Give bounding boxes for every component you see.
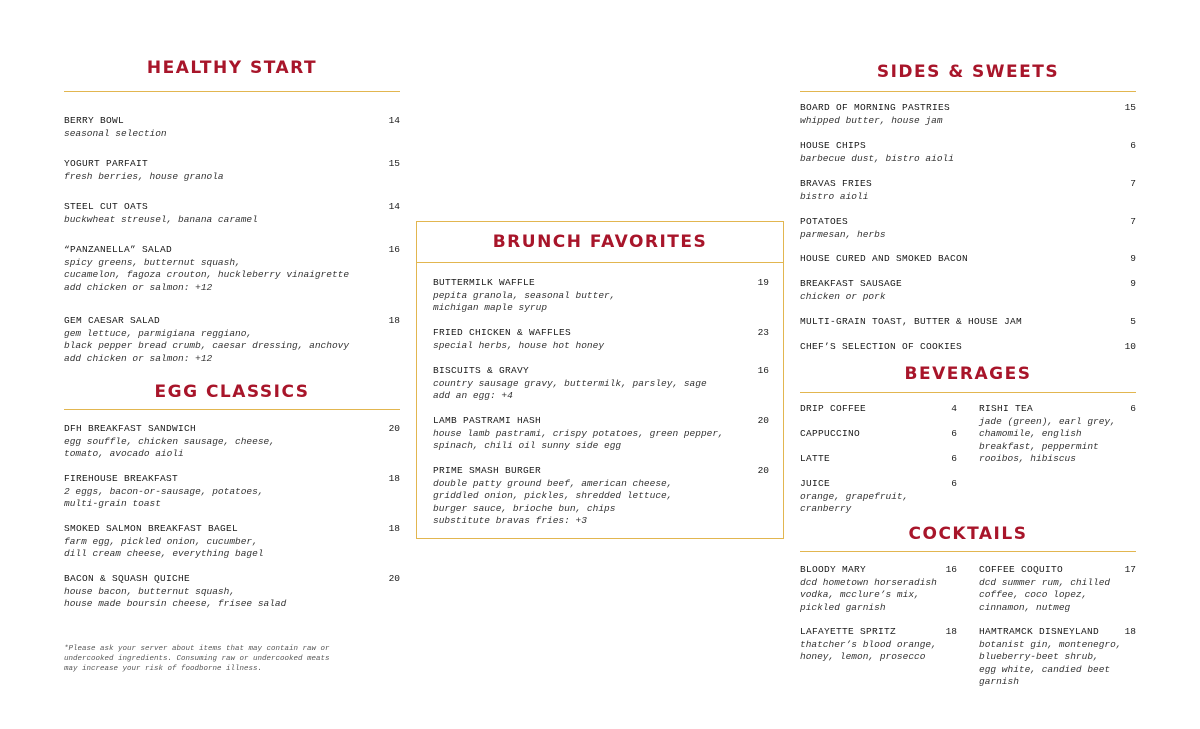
menu-item-price: 7 [1130, 216, 1136, 227]
menu-item-name: BRAVAS FRIES [800, 178, 873, 189]
menu-item-name: JUICE [800, 478, 831, 489]
menu-item [800, 140, 1136, 165]
menu-item [800, 428, 957, 441]
egg-classics-rule [64, 409, 400, 410]
menu-item-price: 9 [1130, 278, 1136, 289]
cocktails-section [800, 524, 1136, 694]
menu-item-price: 15 [388, 158, 400, 169]
menu-item [800, 564, 957, 614]
menu-item [979, 564, 1136, 614]
egg-classics-heading: EGG CLASSICS [154, 382, 310, 402]
cocktails-left-column [800, 524, 957, 694]
menu-item-description: country sausage gravy, buttermilk, parsley, sage add an egg: +4 [433, 377, 707, 401]
menu-item-description: barbecue dust, bistro aioli [800, 152, 954, 164]
menu-item-price: 7 [1130, 178, 1136, 189]
menu-item-description: botanist gin, montenegro, blueberry-beet shrub, egg white, candied beet garnish [979, 638, 1122, 687]
beverages-left-column [800, 364, 957, 520]
menu-item-name: FRIED CHICKEN & WAFFLES [433, 327, 572, 338]
menu-item [433, 415, 769, 453]
menu-item-price: 17 [1124, 564, 1136, 575]
menu-item-description: orange, grapefruit, cranberry [800, 490, 909, 514]
menu-item-price: 16 [757, 365, 769, 376]
menu-item-name: HAMTRAMCK DISNEYLAND [979, 626, 1100, 637]
cocktails-right-column [979, 524, 1136, 694]
menu-item-name: CHEF’S SELECTION OF COOKIES [800, 341, 963, 352]
menu-item-name: HOUSE CHIPS [800, 140, 867, 151]
menu-item-description: farm egg, pickled onion, cucumber, dill cream cheese, everything bagel [64, 535, 264, 559]
menu-item-price: 10 [1124, 341, 1136, 352]
sides-sweets-section [800, 62, 1136, 358]
menu-item-price: 9 [1130, 253, 1136, 264]
sides-sweets-rule [800, 91, 1136, 92]
menu-item [64, 158, 400, 183]
brunch-favorites-items [433, 222, 769, 538]
menu-item-name: BLOODY MARY [800, 564, 867, 575]
menu-item-price: 20 [757, 465, 769, 476]
menu-item [800, 178, 1136, 203]
menu-item [64, 244, 400, 294]
menu-item-name: PRIME SMASH BURGER [433, 465, 542, 476]
menu-item-name: BREAKFAST SAUSAGE [800, 278, 903, 289]
menu-item-name: BERRY BOWL [64, 115, 125, 126]
menu-item [800, 403, 957, 416]
menu-item-name: GEM CAESAR SALAD [64, 315, 161, 326]
menu-item-description: thatcher’s blood orange, honey, lemon, prosecco [800, 638, 937, 662]
menu-item [800, 478, 957, 516]
brunch-favorites-heading: BRUNCH FAVORITES [492, 232, 708, 252]
menu-item-price: 15 [1124, 102, 1136, 113]
menu-item-name: LATTE [800, 453, 831, 464]
menu-item [979, 626, 1136, 689]
menu-item-name: SMOKED SALMON BREAKFAST BAGEL [64, 523, 239, 534]
brunch-favorites-box [416, 221, 784, 539]
menu-item-name: BOARD OF MORNING PASTRIES [800, 102, 951, 113]
menu-item-price: 16 [388, 244, 400, 255]
menu-item-price: 14 [388, 201, 400, 212]
menu-item-name: HOUSE CURED AND SMOKED BACON [800, 253, 969, 264]
menu-item-description: double patty ground beef, american cheese, griddled onion, pickles, shredded lettuce, burger sauce, brioche bun, chips substitute bravas fries: +3 [433, 477, 673, 526]
menu-item-price: 18 [388, 523, 400, 534]
beverages-section [800, 364, 1136, 520]
menu-item [979, 403, 1136, 466]
beverages-heading: BEVERAGES [904, 364, 1032, 384]
menu-item-name: DFH BREAKFAST SANDWICH [64, 423, 197, 434]
menu-item-description: pepita granola, seasonal butter, michigan maple syrup [433, 289, 616, 313]
menu-item-name: LAMB PASTRAMI HASH [433, 415, 542, 426]
menu-item-description: house bacon, butternut squash, house made boursin cheese, frisee salad [64, 585, 287, 609]
menu-item-name: STEEL CUT OATS [64, 201, 149, 212]
menu-item-description: buckwheat streusel, banana caramel [64, 213, 258, 225]
menu-item-description: 2 eggs, bacon-or-sausage, potatoes, multi-grain toast [64, 485, 264, 509]
menu-item [433, 327, 769, 352]
menu-item-name: BACON & SQUASH QUICHE [64, 573, 191, 584]
menu-item-name: POTATOES [800, 216, 849, 227]
menu-item-description: special herbs, house hot honey [433, 339, 605, 351]
menu-item-price: 5 [1130, 316, 1136, 327]
menu-item-description: whipped butter, house jam [800, 114, 943, 126]
menu-item-description: egg souffle, chicken sausage, cheese, tomato, avocado aioli [64, 435, 275, 459]
menu-item-description: dcd summer rum, chilled coffee, coco lopez, cinnamon, nutmeg [979, 576, 1111, 613]
beverages-right-column [979, 364, 1136, 520]
menu-item [64, 201, 400, 226]
menu-item-price: 20 [388, 573, 400, 584]
menu-item-price: 6 [1130, 140, 1136, 151]
cocktails-heading: COCKTAILS [908, 524, 1028, 544]
menu-item-name: MULTI-GRAIN TOAST, BUTTER & HOUSE JAM [800, 316, 1023, 327]
healthy-start-rule [64, 91, 400, 92]
menu-item-price: 6 [951, 428, 957, 439]
menu-item-description: parmesan, herbs [800, 228, 886, 240]
menu-item-name: DRIP COFFEE [800, 403, 867, 414]
menu-item-description: seasonal selection [64, 127, 167, 139]
disclaimer-note: *Please ask your server about items that may contain raw or undercooked ingredients. Consuming raw or undercooked meats may increase your risk of foodborne illness. [64, 645, 330, 673]
menu-item [433, 365, 769, 403]
menu-item-name: LAFAYETTE SPRITZ [800, 626, 897, 637]
menu-item [800, 278, 1136, 303]
menu-item-description: gem lettuce, parmigiana reggiano, black pepper bread crumb, caesar dressing, anchovy add chicken or salmon: +12 [64, 327, 350, 364]
menu-item-price: 14 [388, 115, 400, 126]
menu-item-price: 23 [757, 327, 769, 338]
menu-item-price: 20 [388, 423, 400, 434]
menu-item-name: FIREHOUSE BREAKFAST [64, 473, 179, 484]
menu-item [64, 523, 400, 561]
menu-item-price: 18 [1124, 626, 1136, 637]
menu-item-description: fresh berries, house granola [64, 170, 224, 182]
menu-item [64, 423, 400, 461]
menu-item-description: bistro aioli [800, 190, 869, 202]
menu-item [433, 277, 769, 315]
menu-item [800, 316, 1136, 329]
menu-item [64, 473, 400, 511]
egg-classics-section [64, 382, 400, 622]
menu-item [800, 453, 957, 466]
healthy-start-heading: HEALTHY START [146, 58, 318, 78]
menu-item-name: BUTTERMILK WAFFLE [433, 277, 536, 288]
menu-item-name: RISHI TEA [979, 403, 1034, 414]
menu-item-description: spicy greens, butternut squash, cucamelon, fagoza crouton, huckleberry vinaigrette add chicken or salmon: +12 [64, 256, 350, 293]
menu-item-price: 18 [945, 626, 957, 637]
menu-item-description: jade (green), earl grey, chamomile, english breakfast, peppermint rooibos, hibiscus [979, 415, 1116, 464]
menu-item [64, 115, 400, 140]
menu-item [800, 253, 1136, 266]
menu-item-price: 6 [951, 478, 957, 489]
menu-item [64, 573, 400, 611]
menu-item-name: YOGURT PARFAIT [64, 158, 149, 169]
menu-item [800, 216, 1136, 241]
sides-sweets-heading: SIDES & SWEETS [876, 62, 1060, 82]
menu-item-name: “PANZANELLA” SALAD [64, 244, 173, 255]
menu-item [64, 315, 400, 365]
menu-item-price: 18 [388, 315, 400, 326]
menu-item-name: CAPPUCCINO [800, 428, 861, 439]
menu-item [433, 465, 769, 528]
menu-item-price: 6 [951, 453, 957, 464]
menu-item-price: 4 [951, 403, 957, 414]
menu-item-name: BISCUITS & GRAVY [433, 365, 530, 376]
menu-item-description: dcd hometown horseradish vodka, mcclure’s mix, pickled garnish [800, 576, 937, 613]
menu-item-price: 6 [1130, 403, 1136, 414]
menu-item [800, 626, 957, 664]
menu-item [800, 102, 1136, 127]
menu-item-price: 19 [757, 277, 769, 288]
menu-item [800, 341, 1136, 354]
healthy-start-section [64, 58, 400, 378]
menu-item-name: COFFEE COQUITO [979, 564, 1064, 575]
menu-item-description: house lamb pastrami, crispy potatoes, green pepper, spinach, chili oil sunny side egg [433, 427, 724, 451]
menu-item-price: 18 [388, 473, 400, 484]
menu-item-description: chicken or pork [800, 290, 886, 302]
menu-item-price: 20 [757, 415, 769, 426]
menu-item-price: 16 [945, 564, 957, 575]
